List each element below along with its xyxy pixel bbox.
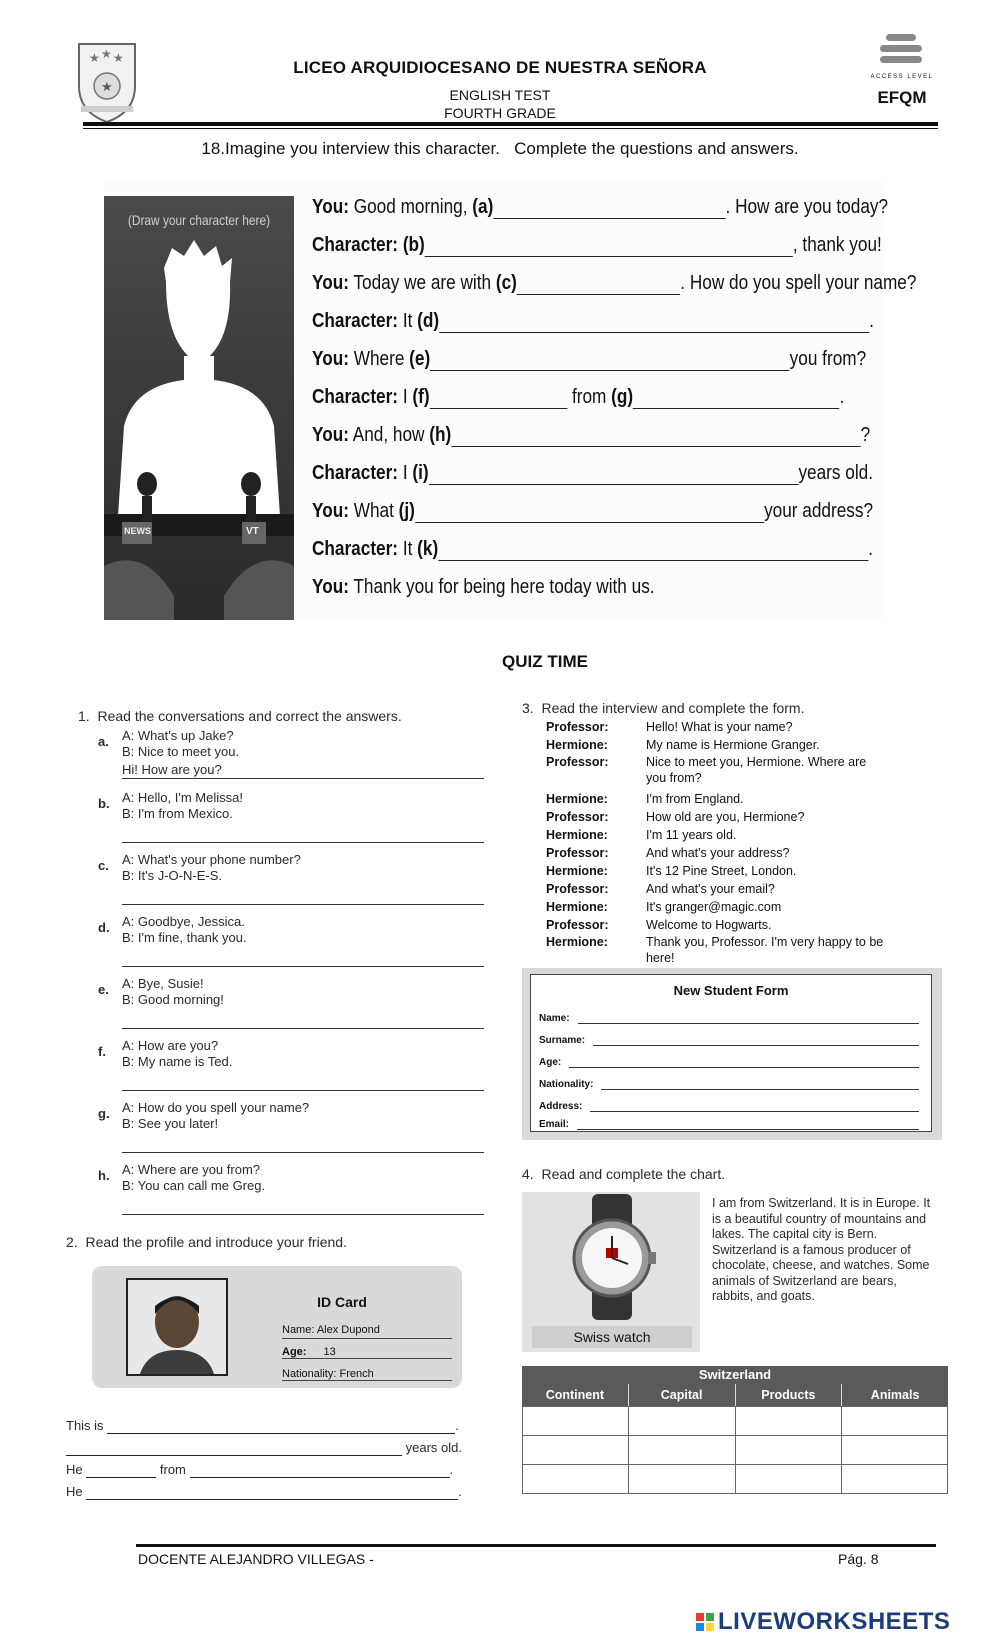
svg-text:★: ★	[101, 79, 113, 94]
logo-efqm: EFQM	[877, 88, 927, 107]
cell-animals-2[interactable]	[841, 1436, 947, 1465]
q2-line-4: He .	[66, 1484, 462, 1499]
cell-animals-1[interactable]	[841, 1407, 947, 1436]
form-row-email: Email:	[539, 1119, 919, 1130]
form-row-nationality: Nationality:	[539, 1077, 919, 1090]
dialogue-line: Professor: How old are you, Hermione?	[546, 810, 805, 824]
form-row-age: Age:	[539, 1055, 919, 1068]
q1-answer-h[interactable]	[122, 1198, 484, 1215]
header-rule	[83, 122, 938, 126]
form-row-address: Address:	[539, 1099, 919, 1112]
id-name: Name: Alex Dupond	[282, 1322, 452, 1339]
student-form-inner	[530, 974, 932, 1132]
cell-products-1[interactable]	[735, 1407, 841, 1436]
cell-animals-3[interactable]	[841, 1465, 947, 1494]
q2-blank-name[interactable]	[107, 1419, 455, 1434]
q2-blank-extra[interactable]	[86, 1485, 458, 1500]
interview-line-j: You: What (j) your address?	[312, 500, 874, 522]
q1-answer-d[interactable]	[122, 950, 484, 967]
form-input-name[interactable]	[578, 1011, 919, 1024]
id-photo	[126, 1278, 228, 1376]
table-row	[523, 1407, 948, 1436]
id-age: Age: 13	[282, 1346, 452, 1359]
interview-line-h: You: And, how (h) ?	[312, 424, 871, 446]
q1-list	[92, 728, 492, 1224]
liveworksheets-text: LIVEWORKSHEETS	[718, 1608, 951, 1635]
svg-text:★: ★	[101, 47, 112, 61]
interview-line-e: You: Where (e) you from?	[312, 348, 867, 370]
q1-answer-b[interactable]	[122, 826, 484, 843]
q1-answer-e[interactable]	[122, 1012, 484, 1029]
student-form	[522, 968, 942, 1140]
answer-blank-f[interactable]	[430, 388, 568, 409]
answer-blank-h[interactable]	[451, 426, 860, 447]
test-title: ENGLISH TEST	[449, 87, 551, 103]
answer-blank-g[interactable]	[633, 388, 839, 409]
answer-blank-b[interactable]	[425, 236, 793, 257]
school-name: LICEO ARQUIDIOCESANO DE NUESTRA SEÑORA	[293, 58, 707, 77]
col-animals: Animals	[870, 1388, 920, 1402]
interview-line-f: Character: I (f) from (g) .	[312, 386, 845, 408]
cell-empty	[523, 1436, 629, 1465]
q2-title: 2. Read the profile and introduce your friend.	[66, 1234, 347, 1250]
q1-item-b: b. A: Hello, I'm Melissa! B: I'm from Mexico.	[92, 790, 492, 852]
answer-blank-e[interactable]	[430, 350, 789, 371]
q2-line-2: years old.	[66, 1440, 476, 1456]
answer-blank-k[interactable]	[438, 540, 868, 561]
dialogue-line: Hermione: I'm from England.	[546, 792, 744, 806]
interview-line-end: You: Thank you for being here today with us.	[312, 576, 655, 598]
grade-title: FOURTH GRADE	[444, 105, 556, 121]
answer-blank-a[interactable]	[493, 198, 725, 219]
dialogue-line: Hermione: It's granger@magic.com	[546, 900, 782, 914]
col-capital: Capital	[629, 1384, 736, 1406]
liveworksheets-logo	[696, 1608, 950, 1636]
mic-label-left: NEWS	[124, 526, 151, 536]
q1-answer-f[interactable]	[122, 1074, 484, 1091]
form-title: New Student Form	[673, 983, 789, 998]
q1-item-e: e. A: Bye, Susie! B: Good morning!	[92, 976, 492, 1038]
footer-teacher: DOCENTE ALEJANDRO VILLEGAS -	[138, 1551, 374, 1567]
draw-hint: (Draw your character here)	[127, 212, 271, 228]
liveworksheets-icon	[696, 1613, 714, 1631]
cell-products-2[interactable]	[735, 1436, 841, 1465]
dialogue-line: Hermione: I'm 11 years old.	[546, 828, 737, 842]
form-input-surname[interactable]	[593, 1033, 919, 1046]
q1-item-g: g. A: How do you spell your name? B: See you later!	[92, 1100, 492, 1162]
cell-continent[interactable]	[523, 1407, 629, 1436]
switzerland-text: I am from Switzerland. It is in Europe. It is a beautiful country of mountains and lakes. The capital city is Bern. Switzerland is a famous producer of chocolate, cheese, and watches. Some animals of Switzerland are bears, rabbits, and goats.	[712, 1196, 931, 1303]
form-input-email[interactable]	[577, 1119, 919, 1130]
cell-capital[interactable]	[629, 1407, 735, 1436]
watch-label: Swiss watch	[532, 1326, 692, 1348]
table-title: Switzerland	[522, 1366, 948, 1384]
cell-products-3[interactable]	[735, 1465, 841, 1494]
efqm-logo	[866, 34, 938, 114]
dialogue-line: Hermione: It's 12 Pine Street, London.	[546, 864, 797, 878]
q3-title: 3. Read the interview and complete the form.	[522, 700, 805, 716]
q1-item-h: h. A: Where are you from? B: You can call me Greg.	[92, 1162, 492, 1224]
q3-dialogue	[546, 718, 906, 966]
q1-answer-a[interactable]: Hi! How are you?	[122, 762, 484, 779]
mic-label-right: VT	[246, 526, 259, 537]
chart-body	[522, 1406, 948, 1494]
dialogue-line: Professor: Welcome to Hogwarts.	[546, 918, 772, 932]
dialogue-line: Hermione: My name is Hermione Granger.	[546, 738, 820, 752]
form-input-nationality[interactable]	[601, 1077, 919, 1090]
answer-blank-j[interactable]	[415, 502, 764, 523]
q1-item-f: f. A: How are you? B: My name is Ted.	[92, 1038, 492, 1100]
table-row	[523, 1436, 948, 1465]
logo-bars-icon	[880, 34, 922, 63]
interview-line-d: Character: It (d) .	[312, 310, 874, 332]
q1-item-a: a. A: What's up Jake? B: Nice to meet you. Hi! How are you?	[92, 728, 492, 790]
quiz-title: QUIZ TIME	[502, 652, 588, 671]
table-row	[523, 1465, 948, 1494]
silhouette-figure	[104, 196, 294, 620]
answer-blank-c[interactable]	[517, 274, 680, 295]
dialogue-line: Professor: Nice to meet you, Hermione. Where are you from?	[546, 755, 867, 785]
answer-blank-i[interactable]	[429, 464, 799, 485]
q1-title: 1. Read the conversations and correct the answers.	[78, 708, 402, 724]
watch-icon	[522, 1192, 700, 1322]
svg-text:★: ★	[113, 51, 124, 65]
interview-line-c: You: Today we are with (c) . How do you spell your name?	[312, 272, 917, 294]
id-card-title: ID Card	[317, 1294, 367, 1310]
q2-blank-country[interactable]	[190, 1463, 450, 1478]
switzerland-table	[522, 1366, 948, 1494]
q1-answer-c[interactable]	[122, 888, 484, 905]
interview-line-b: Character: (b) , thank you!	[312, 234, 882, 256]
q2-line-1: This is .	[66, 1418, 459, 1433]
dialogue-line: Professor: Hello! What is your name?	[546, 720, 793, 734]
q1-item-c: c. A: What's your phone number? B: It's J-O-N-E-S.	[92, 852, 492, 914]
q2-blank-age[interactable]	[66, 1441, 402, 1456]
col-products: Products	[736, 1384, 843, 1406]
header-rule-thin	[83, 128, 938, 129]
q1-item-d: d. A: Goodbye, Jessica. B: I'm fine, thank you.	[92, 914, 492, 976]
interview-line-i: Character: I (i) years old.	[312, 462, 874, 484]
form-row-surname: Surname:	[539, 1033, 919, 1046]
cell-empty	[629, 1436, 735, 1465]
q1-answer-g[interactable]	[122, 1136, 484, 1153]
answer-blank-d[interactable]	[439, 312, 869, 333]
cell-empty	[629, 1465, 735, 1494]
table-header	[522, 1384, 948, 1406]
col-continent: Continent	[522, 1384, 629, 1406]
dialogue-line: Professor: And what's your email?	[546, 882, 775, 896]
dialogue-line: Professor: And what's your address?	[546, 846, 790, 860]
id-nationality: Nationality: French	[282, 1368, 452, 1381]
watch-panel	[522, 1192, 700, 1352]
id-card	[92, 1266, 462, 1388]
form-input-address[interactable]	[590, 1099, 919, 1112]
footer-rule	[136, 1544, 936, 1547]
interview-line-a: You: Good morning, (a) . How are you today?	[312, 196, 889, 218]
exercise-18-instruction: 18.Imagine you interview this character. Complete the questions and answers.	[201, 139, 799, 158]
dialogue-line: Hermione: Thank you, Professor. I'm very happy to be here!	[546, 935, 884, 965]
svg-text:★: ★	[89, 51, 100, 65]
logo-access-level: ACCESS LEVEL	[870, 74, 934, 80]
form-input-age[interactable]	[569, 1055, 919, 1068]
form-row-name: Name:	[539, 1011, 919, 1024]
interview-line-k: Character: It (k) .	[312, 538, 873, 560]
footer-page: Pág. 8	[838, 1551, 879, 1567]
q2-blank-verb[interactable]	[86, 1463, 156, 1478]
cell-empty	[523, 1465, 629, 1494]
q2-line-3: He from .	[66, 1462, 454, 1477]
character-panel	[104, 196, 294, 620]
q4-title: 4. Read and complete the chart.	[522, 1166, 726, 1182]
